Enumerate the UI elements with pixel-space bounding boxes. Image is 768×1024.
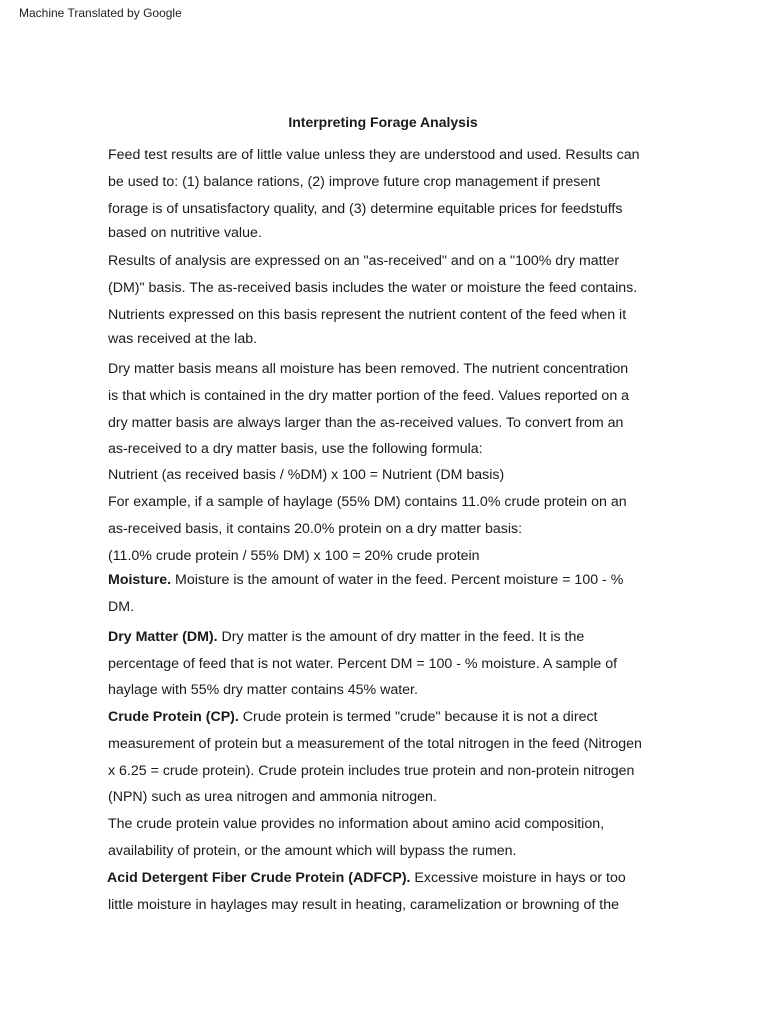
body-line xyxy=(108,843,517,860)
line-text: is that which is contained in the dry matter portion of the feed. Values reported on a xyxy=(108,388,630,404)
translation-note: Machine Translated by Google xyxy=(19,6,182,20)
line-text: Moisture is the amount of water in the feed. Percent moisture = 100 - % xyxy=(171,572,624,588)
body-line xyxy=(108,225,262,242)
line-text: forage is of unsatisfactory quality, and (3) determine equitable prices for feedstuffs xyxy=(108,201,623,217)
body-line xyxy=(108,789,437,806)
line-text: little moisture in haylages may result in heating, caramelization or browning of the xyxy=(108,897,620,913)
term-label: Crude Protein (CP). xyxy=(108,709,239,725)
body-line xyxy=(108,897,619,914)
line-text: be used to: (1) balance rations, (2) improve future crop management if present xyxy=(108,174,601,190)
line-text: (11.0% crude protein / 55% DM) x 100 = 20% crude protein xyxy=(108,548,480,564)
line-text: Nutrients expressed on this basis represent the nutrient content of the feed when it xyxy=(108,307,627,323)
body-line xyxy=(108,147,640,164)
body-line xyxy=(108,331,257,348)
definition-line xyxy=(108,629,584,646)
term-label: Moisture. xyxy=(108,572,172,588)
line-text: Dry matter is the amount of dry matter in the feed. It is the xyxy=(217,629,585,645)
body-line xyxy=(108,736,642,753)
term-label: Dry Matter (DM). xyxy=(108,629,218,645)
definition-line xyxy=(108,572,623,589)
body-line xyxy=(108,599,134,616)
line-text: DM. xyxy=(108,599,135,615)
line-text: Nutrient (as received basis / %DM) x 100 = Nutrient (DM basis) xyxy=(108,467,505,483)
line-text: based on nutritive value. xyxy=(108,225,262,241)
term-label: Acid Detergent Fiber Crude Protein (ADFCP). xyxy=(107,870,411,886)
formula-line xyxy=(108,548,480,565)
body-line xyxy=(108,441,483,458)
line-text: was received at the lab. xyxy=(108,331,258,347)
body-line xyxy=(108,415,623,432)
line-text: For example, if a sample of haylage (55% DM) contains 11.0% crude protein on an xyxy=(108,494,627,510)
formula-line xyxy=(108,467,504,484)
definition-line xyxy=(108,709,598,726)
body-line xyxy=(108,388,629,405)
line-text: haylage with 55% dry matter contains 45% water. xyxy=(108,682,418,698)
definition-line xyxy=(107,870,626,887)
body-line xyxy=(108,494,627,511)
line-text: Results of analysis are expressed on an "as-received" and on a "100% dry matter xyxy=(108,253,620,269)
line-text: x 6.25 = crude protein). Crude protein includes true protein and non-protein nitrogen xyxy=(108,763,635,779)
body-line xyxy=(108,361,628,378)
line-text: as-received to a dry matter basis, use the following formula: xyxy=(108,441,483,457)
body-line xyxy=(108,763,634,780)
line-text: measurement of protein but a measurement of the total nitrogen in the feed (Nitrogen xyxy=(108,736,642,752)
line-text: (DM)" basis. The as-received basis includes the water or moisture the feed contains. xyxy=(108,280,638,296)
body-line xyxy=(108,682,418,699)
line-text: Feed test results are of little value unless they are understood and used. Results can xyxy=(108,147,640,163)
line-text: percentage of feed that is not water. Percent DM = 100 - % moisture. A sample of xyxy=(108,656,618,672)
document-title: Interpreting Forage Analysis xyxy=(288,114,478,130)
body-line xyxy=(108,280,637,297)
body-line xyxy=(108,816,604,833)
body-line xyxy=(108,201,622,218)
line-text: as-received basis, it contains 20.0% protein on a dry matter basis: xyxy=(108,521,523,537)
body-line xyxy=(108,307,626,324)
body-line xyxy=(108,174,600,191)
body-line xyxy=(108,656,617,673)
line-text: Dry matter basis means all moisture has been removed. The nutrient concentration xyxy=(108,361,629,377)
line-text: The crude protein value provides no information about amino acid composition, xyxy=(108,816,605,832)
line-text: (NPN) such as urea nitrogen and ammonia nitrogen. xyxy=(108,789,437,805)
line-text: Crude protein is termed "crude" because it is not a direct xyxy=(238,709,598,725)
line-text: Excessive moisture in hays or too xyxy=(410,870,626,886)
line-text: dry matter basis are always larger than the as-received values. To convert from an xyxy=(108,415,624,431)
body-line xyxy=(108,521,522,538)
body-line xyxy=(108,253,619,270)
line-text: availability of protein, or the amount which will bypass the rumen. xyxy=(108,843,517,859)
